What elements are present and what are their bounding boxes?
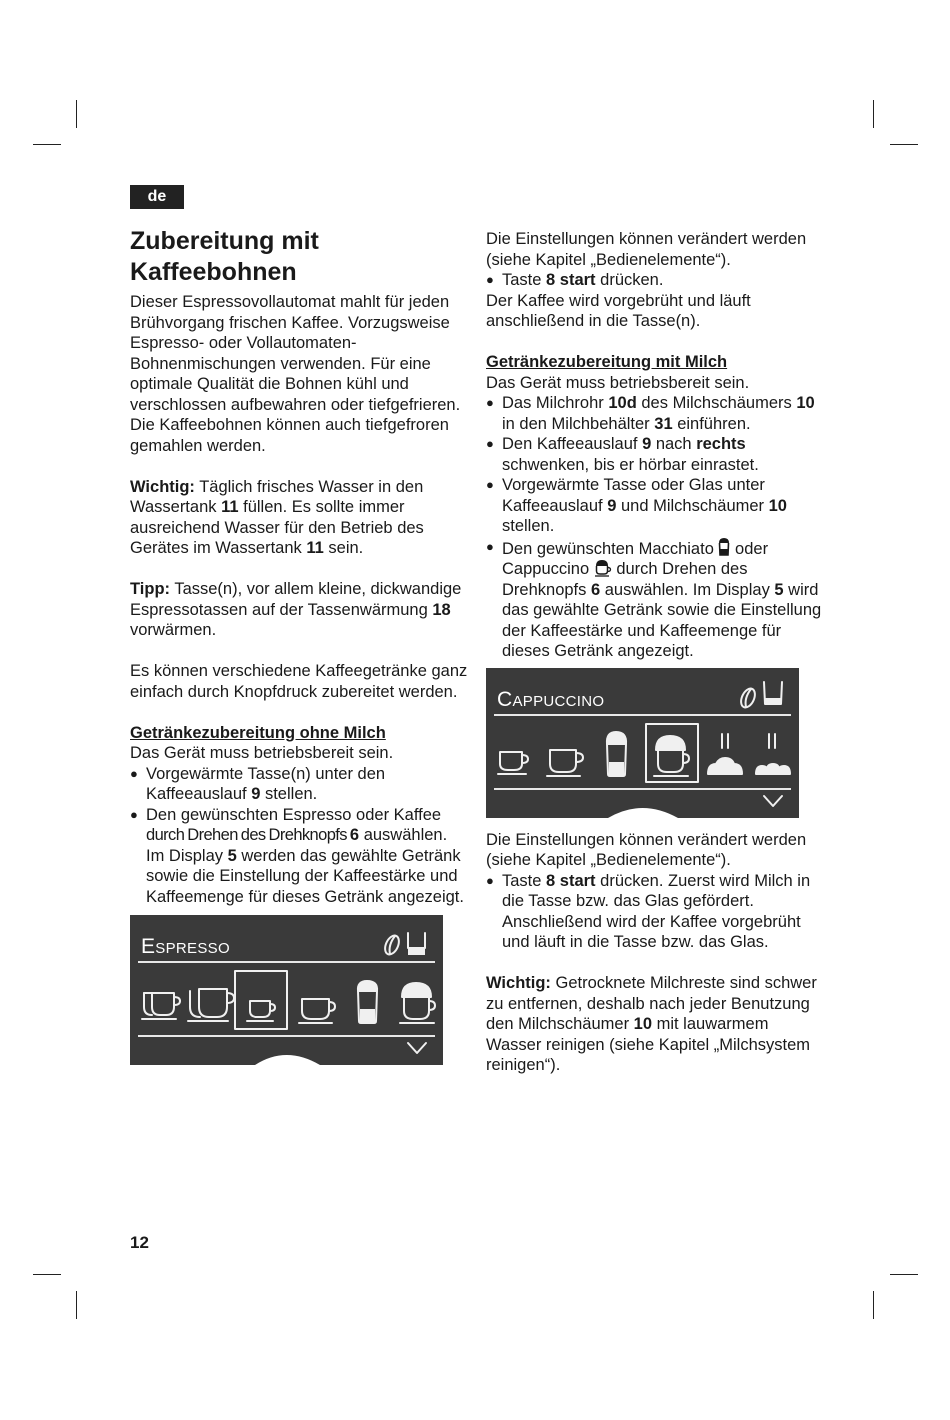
cappuccino-cup-icon <box>654 736 689 776</box>
cup-icon <box>299 999 335 1023</box>
display-graphics <box>130 915 443 1065</box>
list-item: ● Den Kaffeeauslauf 9 nach rechts schwenken, bis er hörbar einrastet. <box>486 434 826 475</box>
cup-icon <box>247 1001 275 1021</box>
dial-knob <box>608 808 678 818</box>
section-heading-without-milk: Getränkezubereitung ohne Milch <box>130 723 386 742</box>
chevron-down-icon <box>408 1043 426 1053</box>
list-item: ● Taste 8 start drücken. <box>486 270 826 291</box>
display-title: Cappuccino <box>497 687 605 711</box>
chevron-down-icon <box>764 796 782 806</box>
settings-note: Die Einstellungen können verändert werden (siehe Kapitel „Bedienelemente“). <box>486 830 807 869</box>
left-column <box>130 226 470 1065</box>
macchiato-glass-icon <box>607 732 626 776</box>
result-text: Der Kaffee wird vorgebrüht und läuft anschließend in die Tasse(n). <box>486 291 751 330</box>
hot-milk-icon <box>756 734 790 774</box>
display-cappuccino <box>486 668 799 818</box>
steps-list <box>486 270 826 291</box>
list-item: ● Vorgewärmte Tasse oder Glas unter Kaffeeauslauf 9 und Milchschäumer 10 stellen. <box>486 475 826 537</box>
dial-knob <box>255 1055 320 1065</box>
list-item: ● Das Milchrohr 10d des Milchschäumers 10 in den Milchbehälter 31 einführen. <box>486 393 826 434</box>
selection-frame <box>646 724 698 782</box>
macchiato-glass-icon <box>358 981 377 1023</box>
milk-foam-icon <box>708 734 742 774</box>
list-item: ● Vorgewärmte Tasse(n) unter den Kaffeeauslauf 9 stellen. <box>130 764 470 805</box>
cappuccino-cup-icon <box>594 559 612 577</box>
variants-paragraph: Es können verschiedene Kaffeegetränke ganz einfach durch Knopfdruck zubereitet werden. <box>130 662 468 701</box>
crop-mark <box>873 1291 874 1319</box>
crop-mark <box>33 144 61 145</box>
cup-indicator-icon <box>764 682 782 704</box>
list-item: ● Den gewünschten Macchiato oder Cappuccino durch Drehen des Drehknopfs 6 auswählen. Im Display 5 wird das gewählte Getränk sowie die Einstellung der Kaffeestärke und Kaffeemenge für dieses Getränk angezeigt. <box>486 537 826 662</box>
important-note: Wichtig: Getrocknete Milchreste sind schwer zu entfernen, deshalb nach jeder Benutzung den Milchschäumer 10 mit lauwarmem Wasser reinigen (siehe Kapitel „Milchsystem reinigen“). <box>486 974 817 1074</box>
crop-mark <box>33 1274 61 1275</box>
ready-text: Das Gerät muss betriebsbereit sein. <box>486 373 750 392</box>
crop-mark <box>873 100 874 128</box>
crop-mark <box>890 1274 918 1275</box>
crop-mark <box>76 1291 77 1319</box>
page-number: 12 <box>130 1233 149 1252</box>
section-heading-with-milk: Getränkezubereitung mit Milch <box>486 353 728 371</box>
page-title: Zubereitung mit Kaffeebohnen <box>130 227 319 286</box>
intro-paragraph: Dieser Espressovollautomat mahlt für jeden Brühvorgang frischen Kaffee. Vorzugsweise Espresso- oder Vollautomaten-Bohnenmischungen verwenden. Für eine optimale Qualität die Bohnen kühl und verschlossen aufbewahren oder tiefgefrieren. Die Kaffeebohnen können auch tiefgefroren gemahlen werden. <box>130 293 461 455</box>
ready-text: Das Gerät muss betriebsbereit sein. <box>130 744 394 762</box>
cappuccino-cup-icon <box>400 983 435 1023</box>
display-title: Espresso <box>141 935 230 958</box>
steps-list <box>486 393 826 662</box>
cup-icon <box>498 752 528 774</box>
cup-indicator-icon <box>408 933 425 955</box>
double-cup-icon <box>142 993 180 1019</box>
language-tag: de <box>130 185 184 209</box>
macchiato-glass-icon <box>718 537 730 557</box>
double-cup-icon <box>188 989 234 1021</box>
steps-list <box>486 871 826 953</box>
steps-list <box>130 764 470 908</box>
important-note: Wichtig: Täglich frisches Wasser in den Wassertank 11 füllen. Es sollte immer ausreichend Wasser für den Betrieb des Gerätes im Wassertank 11 sein. <box>130 477 424 557</box>
settings-note: Die Einstellungen können verändert werden (siehe Kapitel „Bedienelemente“). <box>486 230 807 269</box>
display-espresso <box>130 915 443 1065</box>
right-column <box>486 229 826 1076</box>
list-item: ● Den gewünschten Espresso oder Kaffee durch Drehen des Drehknopfs 6 auswählen. Im Display 5 werden das gewählte Getränk sowie die Einstellung der Kaffeestärke und Kaffeemenge für dieses Getränk angezeigt. <box>130 805 470 908</box>
display-graphics <box>486 668 799 818</box>
crop-mark <box>76 100 77 128</box>
crop-mark <box>890 144 918 145</box>
coffee-bean-icon <box>738 686 757 709</box>
tip-note: Tipp: Tasse(n), vor allem kleine, dickwandige Espressotassen auf der Tassenwärmung 18 vorwärmen. <box>130 580 462 639</box>
list-item: ● Taste 8 start drücken. Zuerst wird Milch in die Tasse bzw. das Glas gefördert. Anschließend wird der Kaffee vorgebrüht und läuft in die Tasse bzw. das Glas. <box>486 871 826 953</box>
coffee-bean-icon <box>382 933 401 956</box>
cup-icon <box>547 750 583 776</box>
